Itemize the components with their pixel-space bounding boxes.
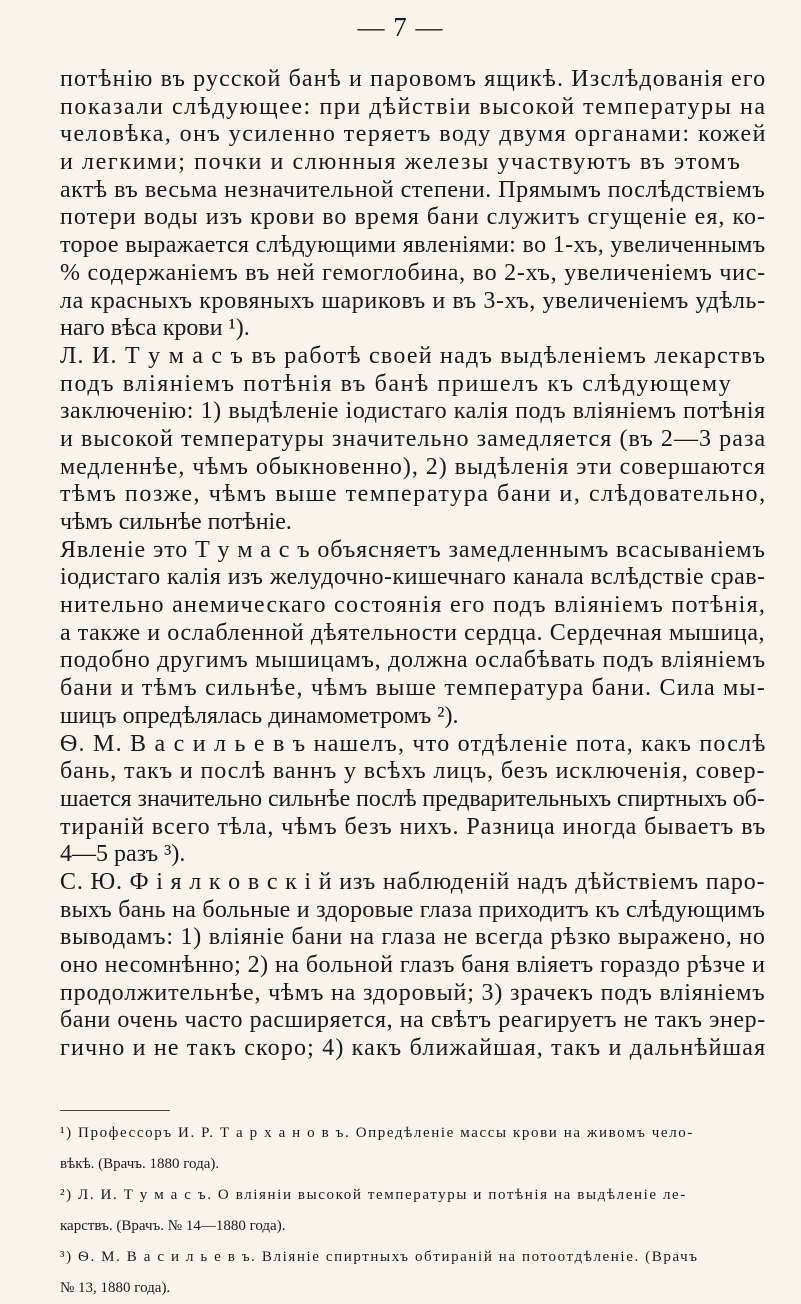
body-line: актѣ въ весьма незначительной степени. Прямымъ послѣдствіемъ — [60, 176, 766, 203]
body-line: тѣмъ позже, чѣмъ выше температура бани и, слѣдовательно, — [60, 481, 767, 508]
body-line: заключенію: 1) выдѣленіе іодистаго калія подъ вліяніемъ потѣнія — [60, 398, 766, 425]
footnotes — [60, 1118, 780, 1304]
body-line: іодистаго калія изъ желудочно-кишечнаго канала вслѣдствіе срав- — [60, 564, 766, 591]
footnote-line: ¹) Профессоръ И. Р. Т а р х а н о в ъ. Опредѣленіе массы крови на живомъ чело- — [60, 1125, 694, 1141]
body-line: подобно другимъ мышицамъ, должна ослабѣвать подъ вліяніемъ — [60, 647, 766, 674]
body-line: оно несомнѣнно; 2) на больной глазъ баня вліяетъ гораздо рѣзче и — [60, 952, 766, 978]
body-line: бани очень часто расширяется, на свѣтъ реагируетъ не такъ энер- — [60, 1007, 766, 1034]
footnote-divider — [60, 1110, 170, 1111]
body-line: продолжительнѣе, чѣмъ на здоровый; 3) зрачекъ подъ вліяніемъ — [60, 979, 766, 1006]
body-line: подъ вліяніемъ потѣнія въ банѣ пришелъ къ слѣдующему — [60, 370, 733, 397]
body-line: С. Ю. Ф і я л к о в с к і й изъ наблюденій надъ дѣйствіемъ паро- — [60, 868, 766, 895]
body-line: человѣка, онъ усиленно теряетъ воду двумя органами: кожей — [60, 121, 767, 148]
body-text — [60, 66, 770, 1063]
body-line: ла красныхъ кровяныхъ шариковъ и въ 3-хъ, увеличеніемъ удѣль- — [60, 287, 766, 314]
body-line: наго вѣса крови ¹). — [60, 315, 250, 342]
body-line: Л. И. Т у м а с ъ въ работѣ своей надъ выдѣленіемъ лекарствъ — [60, 342, 767, 369]
page-number: — 7 — — [357, 12, 444, 42]
body-line: Ѳ. М. В а с и л ь е в ъ нашелъ, что отдѣленіе пота, какъ послѣ — [60, 730, 767, 757]
body-line: выводамъ: 1) вліяніе бани на глаза не всегда рѣзко выражено, но — [60, 924, 766, 951]
footnote-line: ³) Ѳ. М. В а с и л ь е в ъ. Вліяніе спиртныхъ обтираній на потоотдѣленіе. (Врачъ — [60, 1249, 699, 1265]
body-line: выхъ бань на больные и здоровые глаза приходитъ къ слѣдующимъ — [60, 896, 766, 923]
body-line: торое выражается слѣдующими явленіями: во 1-хъ, увеличеннымъ — [60, 232, 766, 259]
body-line: показали слѣдующее: при дѣйствіи высокой температуры на — [60, 93, 767, 120]
footnote-line: карствъ. (Врачъ. № 14—1880 года). — [60, 1218, 286, 1234]
body-line: чѣмъ сильнѣе потѣніе. — [60, 509, 292, 535]
body-line: тираній всего тѣла, чѣмъ безъ нихъ. Разница иногда бываетъ въ — [60, 813, 767, 840]
footnote-line: № 13, 1880 года). — [60, 1280, 171, 1296]
body-line: гично и не такъ скоро; 4) какъ ближайшая, такъ и дальнѣйшая — [60, 1035, 767, 1062]
body-line: потери воды изъ крови во время бани служитъ сгущеніе ея, ко- — [60, 204, 767, 231]
body-line: и высокой температуры значительно замедляется (въ 2—3 раза — [60, 425, 767, 452]
body-line: потѣнію въ русской банѣ и паровомъ ящикѣ. Изслѣдованія его — [60, 66, 767, 92]
body-line: шается значительно сильнѣе послѣ предварительныхъ спиртныхъ об- — [60, 785, 765, 812]
footnote-line: вѣкѣ. (Врачъ. 1880 года). — [60, 1156, 220, 1172]
body-line: % содержаніемъ въ ней гемоглобина, во 2-хъ, увеличеніемъ чис- — [60, 259, 766, 286]
body-line: 4—5 разъ ³). — [60, 841, 186, 868]
body-line: и легкими; почки и слюнныя железы участвуютъ въ этомъ — [60, 149, 742, 176]
body-line: медленнѣе, чѣмъ обыкновенно), 2) выдѣленія эти совершаются — [60, 453, 766, 480]
body-line: Явленіе это Т у м а с ъ объясняетъ замедленнымъ всасываніемъ — [60, 536, 766, 563]
footnote-line: ²) Л. И. Т у м а с ъ. О вліяніи высокой температуры и потѣнія на выдѣленіе ле- — [60, 1187, 687, 1203]
body-line: бань, такъ и послѣ ваннъ у всѣхъ лицъ, безъ исключенія, совер- — [60, 758, 766, 785]
body-line: нительно анемическаго состоянія его подъ вліяніемъ потѣнія, — [60, 592, 767, 619]
body-line: а также и ослабленной дѣятельности сердца. Сердечная мышица, — [60, 619, 766, 646]
body-line: бани и тѣмъ сильнѣе, чѣмъ выше температура бани. Сила мы- — [60, 675, 766, 702]
body-line: шицъ опредѣлялась динамометромъ ²). — [60, 702, 459, 729]
